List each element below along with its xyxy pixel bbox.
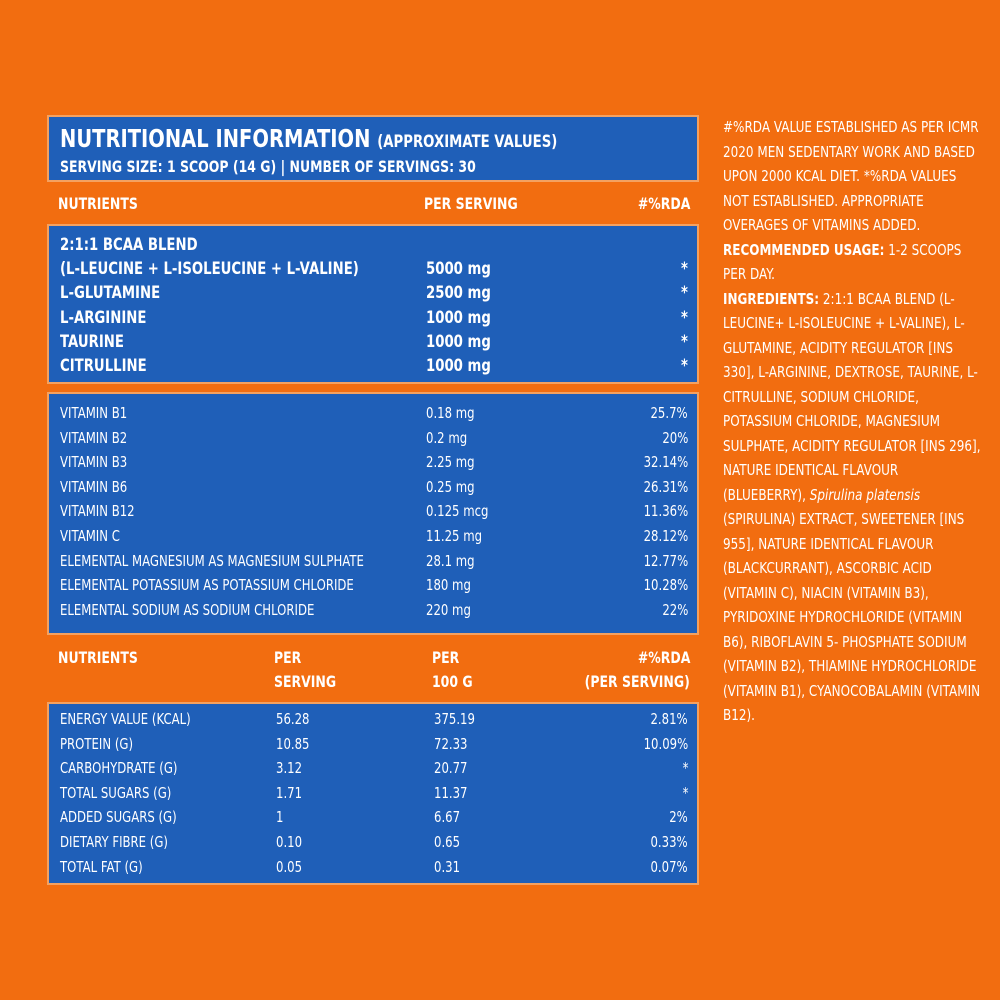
table-title xyxy=(60,124,698,153)
rda-value: * xyxy=(681,283,688,304)
rda-value: * xyxy=(682,759,688,778)
title-panel xyxy=(47,115,699,182)
title-main: NUTRITIONAL INFORMATION xyxy=(60,124,371,153)
header-nutrients: NUTRIENTS xyxy=(58,194,138,213)
per-serving-value: 220 mg xyxy=(426,600,471,619)
table-row xyxy=(49,784,697,809)
per-serving-value: 1000 mg xyxy=(426,356,491,376)
vitamins-panel xyxy=(47,392,699,635)
serving-info xyxy=(60,157,593,176)
per-serving-value: 1000 mg xyxy=(426,307,491,328)
nutrient-name: VITAMIN B6 xyxy=(60,477,128,496)
header-per-serving: PER SERVING xyxy=(424,194,518,213)
table-row xyxy=(49,235,697,259)
nutrient-name: VITAMIN C xyxy=(60,527,120,545)
title-approx: (APPROXIMATE VALUES) xyxy=(377,132,558,152)
per-100g-value: 0.65 xyxy=(434,833,461,851)
ingredients-text-2: (SPIRULINA) EXTRACT, SWEETENER [INS 955], NATURE IDENTICAL FLAVOUR (BLACKCURRANT), ASCORBIC ACID (VITAMIN C), NIACIN (VITAMIN B3), PYRIDOXINE HYDROCHLORIDE (VITAMIN B6), RIBOFLAVIN 5- PHOSPHATE SODIUM (VITAMIN B2), THIAMINE HYDROCHLORIDE (VITAMIN B1), CYANOCOBALAMIN (VITAMIN B12). xyxy=(723,510,981,724)
per-serving-value: 0.125 mcg xyxy=(426,502,489,521)
nutrient-name: VITAMIN B1 xyxy=(60,404,128,422)
nutrient-name: CITRULLINE xyxy=(60,356,147,376)
rda-value: * xyxy=(681,307,688,328)
per-serving-value: 10.85 xyxy=(276,734,310,753)
per-serving-value: 0.25 mg xyxy=(426,477,475,496)
rda-value: 20% xyxy=(661,428,688,447)
ingredients-label: INGREDIENTS: xyxy=(723,289,820,308)
usage-label: RECOMMENDED USAGE: xyxy=(723,240,885,259)
rda-value: * xyxy=(681,259,688,280)
table-row xyxy=(49,576,697,601)
per-100g-value: 20.77 xyxy=(434,759,468,778)
rda-value: 0.07% xyxy=(650,857,688,876)
per-serving-value: 5000 mg xyxy=(426,259,491,280)
per-serving-value: 0.2 mg xyxy=(426,428,468,447)
table-row xyxy=(49,735,697,760)
header2-per-serving-2: SERVING xyxy=(274,672,337,691)
nutrient-name: TOTAL SUGARS (G) xyxy=(60,783,172,802)
rda-value: 28.12% xyxy=(643,527,688,545)
rda-value: 12.77% xyxy=(643,551,688,570)
header2-per-serving-1: PER xyxy=(274,648,302,667)
per-serving-value: 1.71 xyxy=(276,783,303,802)
per-serving-value: 11.25 mg xyxy=(426,527,483,545)
table-row xyxy=(49,332,697,356)
usage-text: 1-2 SCOOPS PER DAY. xyxy=(723,240,962,283)
header2-nutrients: NUTRIENTS xyxy=(58,648,138,667)
nutrient-name: (L-LEUCINE + L-ISOLEUCINE + L-VALINE) xyxy=(60,259,359,280)
nutrient-name: PROTEIN (G) xyxy=(60,734,134,753)
per-serving-value: 1 xyxy=(276,808,284,827)
rda-value: 2% xyxy=(669,808,688,827)
table-row xyxy=(49,710,697,735)
nutrient-name: L-GLUTAMINE xyxy=(60,283,161,304)
header-rda: #%RDA xyxy=(637,194,690,213)
table-row xyxy=(49,308,697,332)
per-serving-value: 56.28 xyxy=(276,710,310,728)
per-serving-value: 3.12 xyxy=(276,759,303,778)
table-row xyxy=(49,429,697,454)
per-serving-value: 1000 mg xyxy=(426,331,491,352)
per-serving-value: 0.18 mg xyxy=(426,404,475,422)
nutrient-name: VITAMIN B2 xyxy=(60,428,128,447)
table-row xyxy=(49,283,697,307)
per-serving-value: 2.25 mg xyxy=(426,453,475,472)
rda-value: 25.7% xyxy=(650,404,688,422)
nutrient-name: CARBOHYDRATE (G) xyxy=(60,759,178,778)
rda-value: * xyxy=(681,356,688,376)
rda-value: 10.09% xyxy=(643,734,688,753)
per-100g-value: 11.37 xyxy=(434,783,468,802)
per-serving-value: 2500 mg xyxy=(426,283,491,304)
nutrient-name: DIETARY FIBRE (G) xyxy=(60,833,168,851)
rda-value: 0.33% xyxy=(650,833,688,851)
table-row xyxy=(49,453,697,478)
header2-rda-1: #%RDA xyxy=(637,648,690,667)
per-serving-value: 0.10 xyxy=(276,833,303,851)
macros-panel xyxy=(47,702,699,885)
serving-text: SERVING SIZE: 1 SCOOP (14 G) | NUMBER OF SERVINGS: 30 xyxy=(60,157,476,176)
table-row xyxy=(49,527,697,552)
rda-value: * xyxy=(681,331,688,352)
ingredients-text-1: 2:1:1 BCAA BLEND (L-LEUCINE+ L-ISOLEUCINE + L-VALINE), L-GLUTAMINE, ACIDITY REGULATOR [INS 330], L-ARGININE, DEXTROSE, TAURINE, L- CITRULLINE, SODIUM CHLORIDE, POTASSIUM CHLORIDE, MAGNESIUM SULPHATE, ACIDITY REGULATOR [INS 296], NATURE IDENTICAL FLAVOUR (BLUEBERRY), xyxy=(723,289,981,504)
header2-per-100g-2: 100 G xyxy=(432,672,473,691)
rda-value: 32.14% xyxy=(643,453,688,472)
table-row xyxy=(49,478,697,503)
nutrient-name: ELEMENTAL SODIUM AS SODIUM CHLORIDE xyxy=(60,600,315,619)
nutrient-name: TOTAL FAT (G) xyxy=(60,857,143,876)
table-row xyxy=(49,356,697,380)
nutrient-name: ELEMENTAL POTASSIUM AS POTASSIUM CHLORIDE xyxy=(60,576,354,595)
ingredients-italic: Spirulina platensis xyxy=(809,485,921,504)
star-note: *%RDA VALUES NOT ESTABLISHED. APPROPRIATE OVERAGES OF VITAMINS ADDED. xyxy=(723,167,957,234)
per-100g-value: 0.31 xyxy=(434,857,461,876)
table-row xyxy=(49,759,697,784)
per-100g-value: 72.33 xyxy=(434,734,468,753)
table-row xyxy=(49,259,697,283)
table-row xyxy=(49,502,697,527)
rda-value: 22% xyxy=(661,600,688,619)
header2-per-100g-1: PER xyxy=(432,648,460,667)
per-100g-value: 375.19 xyxy=(434,710,475,728)
notes-column xyxy=(723,115,985,728)
header2-rda-2: (PER SERVING) xyxy=(584,672,690,691)
bcaa-panel xyxy=(47,224,699,384)
rda-note: #%RDA VALUE ESTABLISHED AS PER ICMR 2020 MEN SEDENTARY WORK AND BASED UPON 2000 KCAL DIET. xyxy=(723,118,979,185)
per-serving-value: 0.05 xyxy=(276,857,303,876)
nutrient-name: ENERGY VALUE (KCAL) xyxy=(60,710,191,728)
per-serving-value: 180 mg xyxy=(426,576,471,595)
rda-value: 2.81% xyxy=(650,710,688,728)
nutrient-name: ELEMENTAL MAGNESIUM AS MAGNESIUM SULPHATE xyxy=(60,551,364,570)
table-header-1 xyxy=(47,194,699,216)
table-header-2 xyxy=(47,648,699,696)
table-row xyxy=(49,808,697,833)
nutrient-name: 2:1:1 BCAA BLEND xyxy=(60,235,198,255)
nutrient-name: ADDED SUGARS (G) xyxy=(60,808,177,827)
table-row xyxy=(49,833,697,858)
rda-value: 11.36% xyxy=(643,502,688,521)
rda-value: * xyxy=(682,783,688,802)
nutrient-name: VITAMIN B12 xyxy=(60,502,135,521)
nutrient-name: L-ARGININE xyxy=(60,307,147,328)
table-row xyxy=(49,601,697,626)
per-serving-value: 28.1 mg xyxy=(426,551,475,570)
per-100g-value: 6.67 xyxy=(434,808,461,827)
nutrient-name: TAURINE xyxy=(60,331,124,352)
table-row xyxy=(49,552,697,577)
rda-value: 26.31% xyxy=(643,477,688,496)
nutrient-name: VITAMIN B3 xyxy=(60,453,128,472)
rda-value: 10.28% xyxy=(643,576,688,595)
table-row xyxy=(49,404,697,429)
table-row xyxy=(49,858,697,883)
